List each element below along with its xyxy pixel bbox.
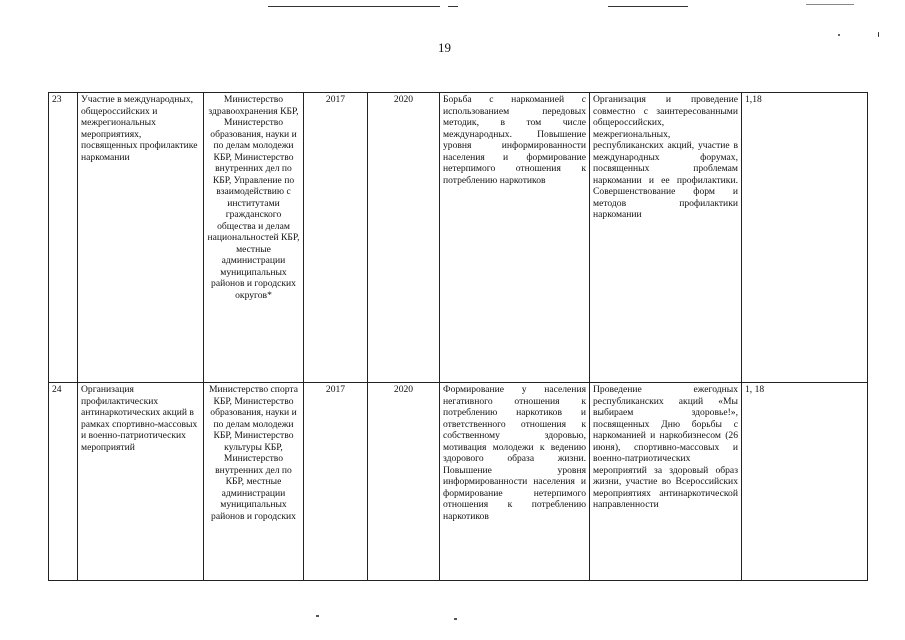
activity-name: Организация профилактических антинаркотических акций в рамках спортивно-массовых и военно-патриотических мероприятий: [78, 383, 204, 581]
header-rule-right: [608, 6, 688, 7]
end-year: 2020: [368, 93, 440, 383]
scan-speck: [878, 32, 879, 37]
end-year: 2020: [368, 383, 440, 581]
activity-content: Проведение ежегодных республиканских акций «Мы выбираем здоровье!», посвященных Дню борьбы с наркоманией и наркобизнесом (26 июня), спортивно-массовых и военно-патриотических мероприятий за здоровый образ жизни, участие во Всероссийских мероприятиях антинаркотической направленности: [590, 383, 742, 581]
page-number: 19: [438, 40, 451, 55]
header-rule-far: [806, 4, 854, 5]
responsible-executors: Министерство здравоохранения КБР, Министерство образования, науки и по делам молодежи КБР, Министерство внутренних дел по КБР, Управление по взаимодействию с институтами гражданского общества и делам национальностей КБР, местные администрации муниципальных районов и городских округов*: [204, 93, 304, 383]
program-table: [48, 92, 868, 581]
activity-name: Участие в международных, общероссийских и межрегиональных мероприятиях, посвященных профилактике наркомании: [78, 93, 204, 383]
start-year: 2017: [304, 93, 368, 383]
responsible-executors: Министерство спорта КБР, Министерство образования, науки и по делам молодежи КБР, Министерство культуры КБР, Министерство внутренних дел по КБР, местные администрации муниципальных районов и городских: [204, 383, 304, 581]
row-number: 24: [49, 383, 78, 581]
scan-speck: [316, 615, 319, 617]
indicators: 1,18: [742, 93, 868, 383]
expected-result: Формирование у населения негативного отношения к потреблению наркотиков и ответственного отношения к собственному здоровью, мотивация молодежи к ведению здорового образа жизни. Повышение уровня информированности населения и формирование нетерпимого отношения к потреблению наркотиков: [440, 383, 590, 581]
expected-result: Борьба с наркоманией с использованием передовых методик, в том числе международных. Повышение уровня информированности населения и формирование нетерпимого отношения к потреблению наркотиков: [440, 93, 590, 383]
indicators: 1, 18: [742, 383, 868, 581]
table-row: [49, 383, 868, 581]
header-rule-left: [268, 6, 440, 7]
activity-content: Организация и проведение совместно с заинтересованными общероссийских, межрегиональных, республиканских акций, участие в международных форумах, посвященных проблемам наркомании и ее профилактики. Совершенствование форм и методов профилактики наркомании: [590, 93, 742, 383]
scan-speck: [838, 34, 840, 36]
row-number: 23: [49, 93, 78, 383]
header-rule-mid: [448, 6, 458, 7]
scan-speck: [454, 618, 457, 620]
start-year: 2017: [304, 383, 368, 581]
table-row: [49, 93, 868, 383]
